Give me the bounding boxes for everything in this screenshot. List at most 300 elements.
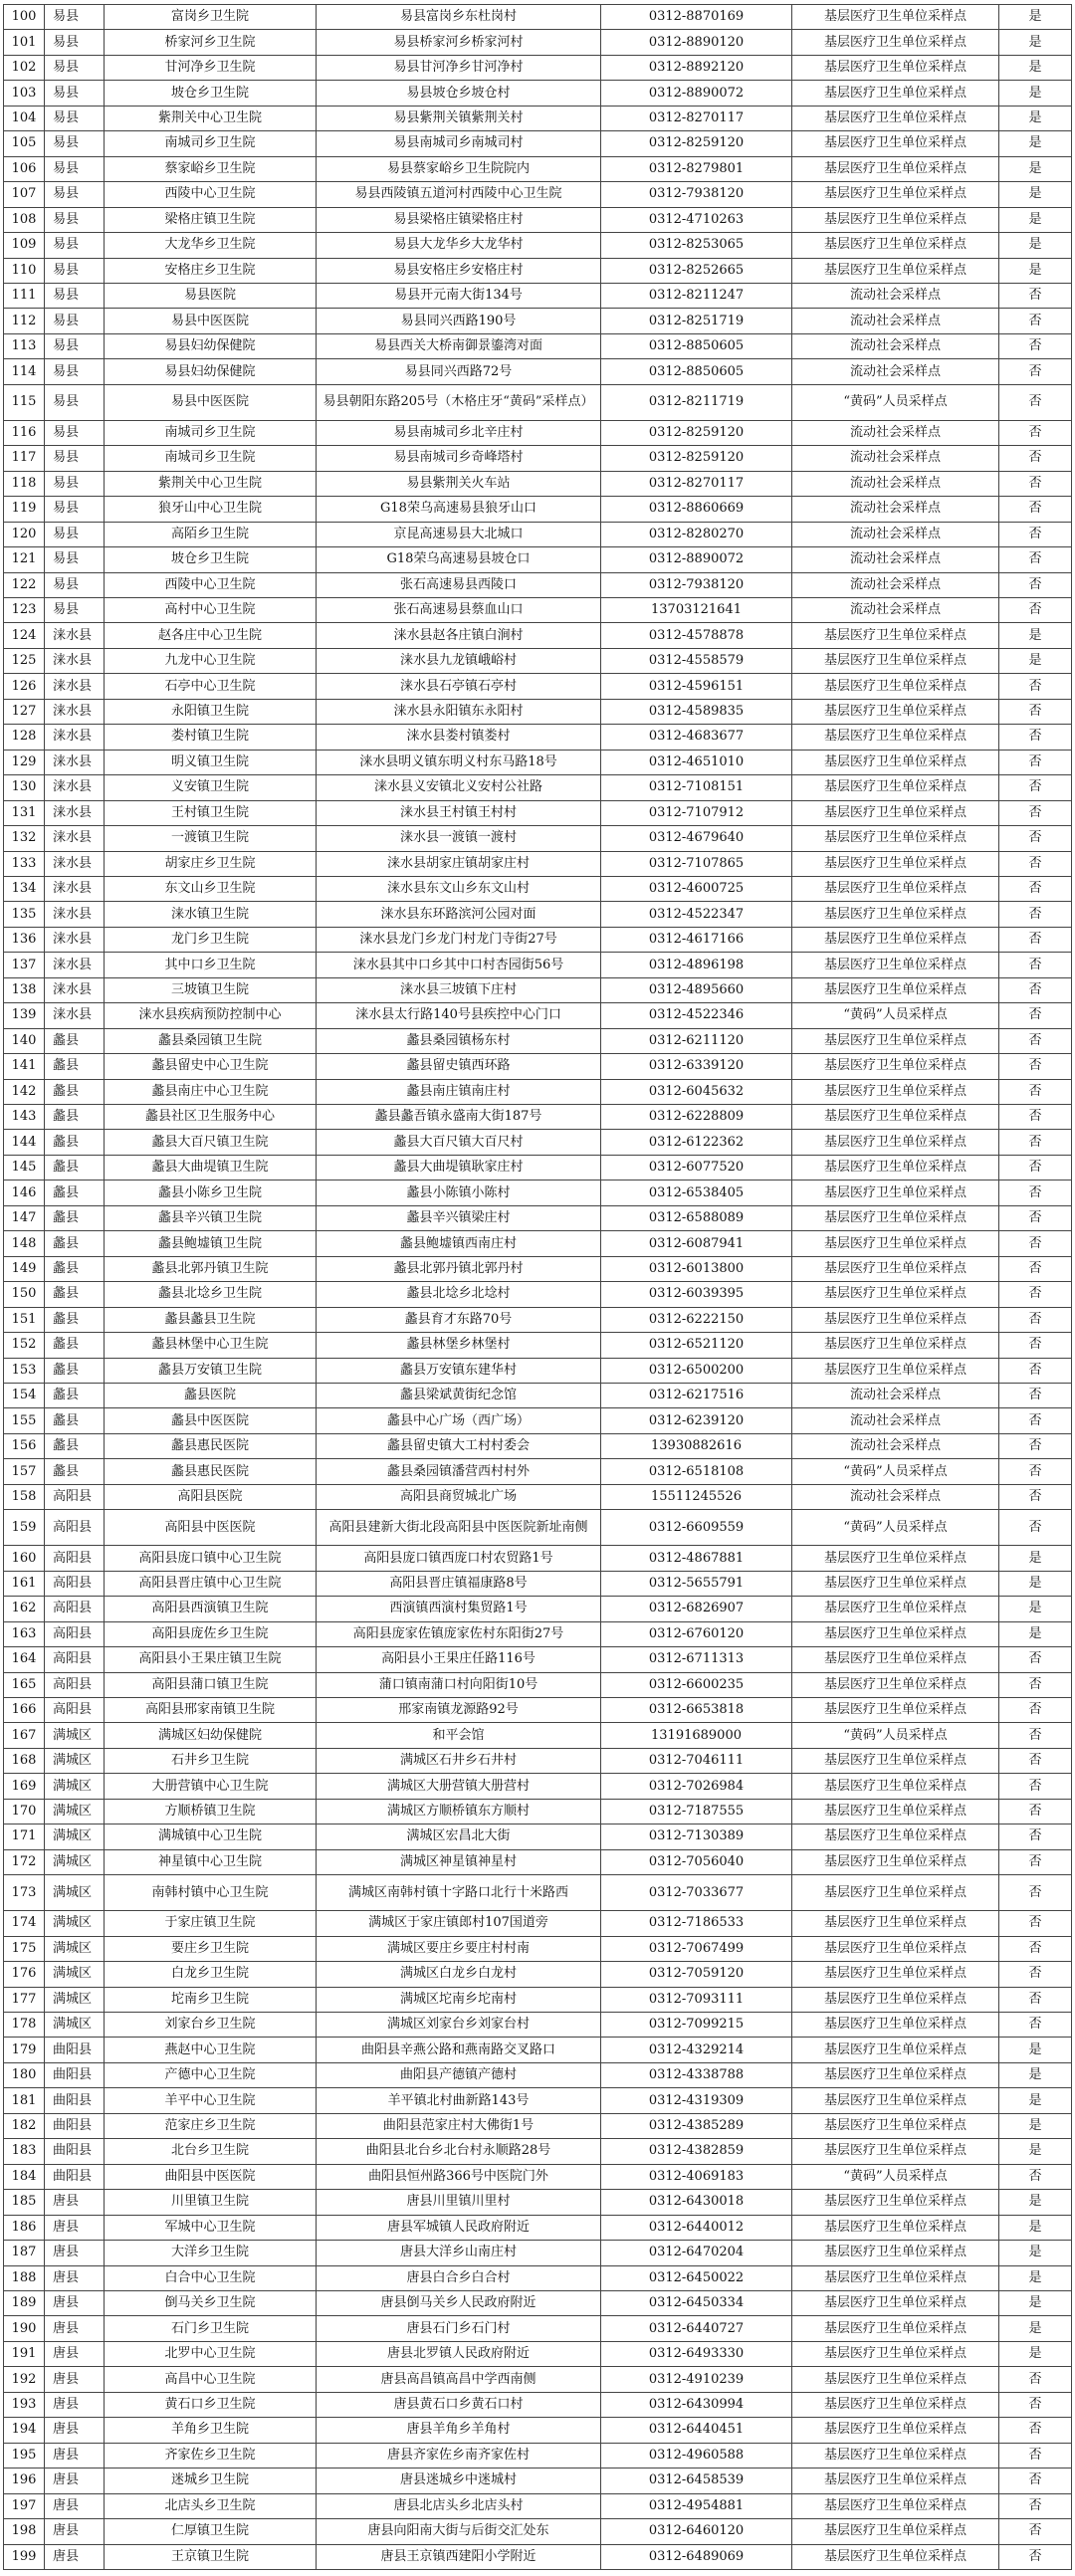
table-row xyxy=(4,2418,1072,2443)
institution-cell: 神星镇中心卫生院 xyxy=(105,1849,317,1874)
row-number-cell: 130 xyxy=(4,775,45,800)
is-designated-cell: 是 xyxy=(999,156,1072,181)
phone-cell: 0312-8850605 xyxy=(601,359,792,384)
phone-cell: 0312-7067499 xyxy=(601,1936,792,1961)
is-designated-cell: 否 xyxy=(999,2392,1072,2417)
is-designated-cell: 否 xyxy=(999,1825,1072,1849)
site-type-cell: 基层医疗卫生单位采样点 xyxy=(792,648,999,673)
row-number-cell: 179 xyxy=(4,2038,45,2062)
institution-cell: 九龙中心卫生院 xyxy=(105,648,317,673)
row-number-cell: 170 xyxy=(4,1799,45,1824)
row-number-cell: 135 xyxy=(4,902,45,927)
county-cell: 曲阳县 xyxy=(45,2164,105,2189)
site-address-cell: 唐县向阳南大街与后街交汇处东 xyxy=(317,2519,601,2544)
is-designated-cell: 否 xyxy=(999,283,1072,308)
institution-cell: 娄村镇卫生院 xyxy=(105,725,317,750)
phone-cell: 0312-6122362 xyxy=(601,1130,792,1155)
table-row xyxy=(4,1231,1072,1256)
county-cell: 高阳县 xyxy=(45,1484,105,1509)
institution-cell: 蠡县惠民医院 xyxy=(105,1433,317,1458)
institution-cell: 易县妇幼保健院 xyxy=(105,333,317,358)
is-designated-cell: 否 xyxy=(999,1723,1072,1748)
phone-cell: 0312-8259120 xyxy=(601,420,792,445)
table-row xyxy=(4,233,1072,258)
county-cell: 满城区 xyxy=(45,1875,105,1911)
phone-cell: 0312-8870169 xyxy=(601,5,792,30)
row-number-cell: 176 xyxy=(4,1962,45,1987)
institution-cell: 高昌中心卫生院 xyxy=(105,2367,317,2392)
phone-cell: 0312-7107865 xyxy=(601,851,792,876)
site-type-cell: 基层医疗卫生单位采样点 xyxy=(792,826,999,851)
row-number-cell: 141 xyxy=(4,1054,45,1079)
site-type-cell: 基层医疗卫生单位采样点 xyxy=(792,953,999,977)
county-cell: 涞水县 xyxy=(45,699,105,724)
site-type-cell: 基层医疗卫生单位采样点 xyxy=(792,1597,999,1621)
row-number-cell: 166 xyxy=(4,1698,45,1723)
site-address-cell: 高阳县庞家佐镇庞家佐村东阳街27号 xyxy=(317,1621,601,1646)
site-address-cell: 满城区石井乡石井村 xyxy=(317,1748,601,1773)
county-cell: 唐县 xyxy=(45,2367,105,2392)
site-type-cell: 基层医疗卫生单位采样点 xyxy=(792,2392,999,2417)
is-designated-cell: 是 xyxy=(999,2265,1072,2290)
site-address-cell: 满城区要庄乡要庄村村南 xyxy=(317,1936,601,1961)
institution-cell: 坡仓乡卫生院 xyxy=(105,81,317,106)
site-address-cell: 满城区于家庄镇郎村107国道旁 xyxy=(317,1911,601,1936)
table-row xyxy=(4,2316,1072,2341)
county-cell: 满城区 xyxy=(45,1936,105,1961)
phone-cell: 0312-8279801 xyxy=(601,156,792,181)
site-address-cell: 蠡县南庄镇南庄村 xyxy=(317,1079,601,1104)
institution-cell: 梁格庄镇卫生院 xyxy=(105,207,317,232)
table-row xyxy=(4,775,1072,800)
county-cell: 唐县 xyxy=(45,2493,105,2518)
row-number-cell: 121 xyxy=(4,547,45,572)
is-designated-cell: 否 xyxy=(999,927,1072,952)
county-cell: 易县 xyxy=(45,283,105,308)
is-designated-cell: 是 xyxy=(999,5,1072,30)
site-type-cell: 基层医疗卫生单位采样点 xyxy=(792,1079,999,1104)
row-number-cell: 160 xyxy=(4,1546,45,1571)
institution-cell: 大册营镇中心卫生院 xyxy=(105,1774,317,1799)
row-number-cell: 172 xyxy=(4,1849,45,1874)
phone-cell: 0312-6430994 xyxy=(601,2392,792,2417)
row-number-cell: 197 xyxy=(4,2493,45,2518)
phone-cell: 0312-5655791 xyxy=(601,1571,792,1596)
site-address-cell: 唐县高昌镇高昌中学西南侧 xyxy=(317,2367,601,2392)
site-type-cell: “黄码”人员采样点 xyxy=(792,1459,999,1484)
is-designated-cell: 是 xyxy=(999,1597,1072,1621)
table-row xyxy=(4,2190,1072,2215)
institution-cell: 涞水县疾病预防控制中心 xyxy=(105,1003,317,1028)
phone-cell: 0312-7093111 xyxy=(601,1987,792,2012)
site-address-cell: 满城区南韩村镇十字路口北行十米路西 xyxy=(317,1875,601,1911)
row-number-cell: 128 xyxy=(4,725,45,750)
table-row xyxy=(4,2443,1072,2468)
county-cell: 易县 xyxy=(45,81,105,106)
phone-cell: 0312-7187555 xyxy=(601,1799,792,1824)
row-number-cell: 186 xyxy=(4,2215,45,2240)
row-number-cell: 194 xyxy=(4,2418,45,2443)
site-address-cell: 易县南城司乡北辛庄村 xyxy=(317,420,601,445)
county-cell: 易县 xyxy=(45,309,105,333)
row-number-cell: 134 xyxy=(4,876,45,901)
institution-cell: 狼牙山中心卫生院 xyxy=(105,497,317,522)
phone-cell: 0312-4329214 xyxy=(601,2038,792,2062)
table-row xyxy=(4,750,1072,774)
row-number-cell: 146 xyxy=(4,1181,45,1205)
institution-cell: 涞水镇卫生院 xyxy=(105,902,317,927)
site-type-cell: 基层医疗卫生单位采样点 xyxy=(792,106,999,130)
site-address-cell: 涞水县明义镇东明义村东马路18号 xyxy=(317,750,601,774)
county-cell: 曲阳县 xyxy=(45,2113,105,2138)
is-designated-cell: 否 xyxy=(999,1105,1072,1130)
table-row xyxy=(4,1307,1072,1332)
county-cell: 高阳县 xyxy=(45,1597,105,1621)
county-cell: 唐县 xyxy=(45,2316,105,2341)
site-type-cell: 基层医疗卫生单位采样点 xyxy=(792,1849,999,1874)
county-cell: 蠡县 xyxy=(45,1384,105,1408)
row-number-cell: 101 xyxy=(4,30,45,55)
county-cell: 唐县 xyxy=(45,2241,105,2265)
county-cell: 易县 xyxy=(45,522,105,546)
is-designated-cell: 否 xyxy=(999,2493,1072,2518)
table-row xyxy=(4,1181,1072,1205)
site-type-cell: 流动社会采样点 xyxy=(792,471,999,496)
table-row xyxy=(4,2367,1072,2392)
county-cell: 高阳县 xyxy=(45,1647,105,1672)
site-type-cell: 基层医疗卫生单位采样点 xyxy=(792,2038,999,2062)
site-address-cell: G18荣乌高速易县坡仓口 xyxy=(317,547,601,572)
site-address-cell: 满城区坨南乡坨南村 xyxy=(317,1987,601,2012)
site-address-cell: 蠡县万安镇东建华村 xyxy=(317,1358,601,1383)
phone-cell: 0312-4558579 xyxy=(601,648,792,673)
site-address-cell: 易县甘河净乡甘河净村 xyxy=(317,55,601,80)
row-number-cell: 188 xyxy=(4,2265,45,2290)
county-cell: 涞水县 xyxy=(45,1003,105,1028)
is-designated-cell: 否 xyxy=(999,1231,1072,1256)
table-row xyxy=(4,207,1072,232)
institution-cell: 满城区妇幼保健院 xyxy=(105,1723,317,1748)
county-cell: 满城区 xyxy=(45,1825,105,1849)
institution-cell: 西陵中心卫生院 xyxy=(105,182,317,207)
phone-cell: 0312-6460120 xyxy=(601,2519,792,2544)
institution-cell: 石亭中心卫生院 xyxy=(105,674,317,699)
is-designated-cell: 否 xyxy=(999,902,1072,927)
site-type-cell: 基层医疗卫生单位采样点 xyxy=(792,2443,999,2468)
site-address-cell: 易县朝阳东路205号（木格庄牙“黄码”采样点） xyxy=(317,384,601,420)
row-number-cell: 155 xyxy=(4,1408,45,1433)
table-row xyxy=(4,1358,1072,1383)
county-cell: 蠡县 xyxy=(45,1307,105,1332)
institution-cell: 方顺桥镇卫生院 xyxy=(105,1799,317,1824)
phone-cell: 0312-4895660 xyxy=(601,977,792,1002)
site-address-cell: 蠡县大百尺镇大百尺村 xyxy=(317,1130,601,1155)
phone-cell: 0312-4578878 xyxy=(601,623,792,648)
phone-cell: 0312-4683677 xyxy=(601,725,792,750)
is-designated-cell: 否 xyxy=(999,2164,1072,2189)
phone-cell: 0312-6217516 xyxy=(601,1384,792,1408)
institution-cell: 蠡县林堡中心卫生院 xyxy=(105,1333,317,1358)
institution-cell: 蠡县惠民医院 xyxy=(105,1459,317,1484)
is-designated-cell: 否 xyxy=(999,572,1072,597)
is-designated-cell: 否 xyxy=(999,2012,1072,2037)
site-address-cell: 涞水县娄村镇娄村 xyxy=(317,725,601,750)
table-row xyxy=(4,384,1072,420)
is-designated-cell: 否 xyxy=(999,876,1072,901)
site-address-cell: 西演镇西演村集贸路1号 xyxy=(317,1597,601,1621)
county-cell: 满城区 xyxy=(45,1799,105,1824)
county-cell: 蠡县 xyxy=(45,1408,105,1433)
institution-cell: 石井乡卫生院 xyxy=(105,1748,317,1773)
county-cell: 唐县 xyxy=(45,2392,105,2417)
institution-cell: 王村镇卫生院 xyxy=(105,800,317,825)
site-type-cell: 基层医疗卫生单位采样点 xyxy=(792,156,999,181)
phone-cell: 13703121641 xyxy=(601,597,792,622)
row-number-cell: 139 xyxy=(4,1003,45,1028)
site-type-cell: 基层医疗卫生单位采样点 xyxy=(792,2493,999,2518)
county-cell: 易县 xyxy=(45,572,105,597)
phone-cell: 0312-7107912 xyxy=(601,800,792,825)
is-designated-cell: 是 xyxy=(999,2215,1072,2240)
site-address-cell: 涞水县东环路滨河公园对面 xyxy=(317,902,601,927)
institution-cell: 军城中心卫生院 xyxy=(105,2215,317,2240)
phone-cell: 0312-6458539 xyxy=(601,2469,792,2493)
row-number-cell: 124 xyxy=(4,623,45,648)
row-number-cell: 164 xyxy=(4,1647,45,1672)
site-type-cell: 基层医疗卫生单位采样点 xyxy=(792,1647,999,1672)
row-number-cell: 175 xyxy=(4,1936,45,1961)
institution-cell: 高陌乡卫生院 xyxy=(105,522,317,546)
institution-cell: 蠡县中医医院 xyxy=(105,1408,317,1433)
site-address-cell: 易县西关大桥南御景鎏湾对面 xyxy=(317,333,601,358)
institution-cell: 刘家台乡卫生院 xyxy=(105,2012,317,2037)
county-cell: 蠡县 xyxy=(45,1181,105,1205)
phone-cell: 0312-6521120 xyxy=(601,1333,792,1358)
site-type-cell: 基层医疗卫生单位采样点 xyxy=(792,2290,999,2315)
site-type-cell: 基层医疗卫生单位采样点 xyxy=(792,1621,999,1646)
row-number-cell: 154 xyxy=(4,1384,45,1408)
institution-cell: 义安镇卫生院 xyxy=(105,775,317,800)
is-designated-cell: 否 xyxy=(999,1484,1072,1509)
row-number-cell: 185 xyxy=(4,2190,45,2215)
is-designated-cell: 否 xyxy=(999,1987,1072,2012)
row-number-cell: 167 xyxy=(4,1723,45,1748)
is-designated-cell: 是 xyxy=(999,233,1072,258)
county-cell: 易县 xyxy=(45,131,105,156)
is-designated-cell: 否 xyxy=(999,725,1072,750)
row-number-cell: 131 xyxy=(4,800,45,825)
table-row xyxy=(4,131,1072,156)
site-type-cell: 流动社会采样点 xyxy=(792,1384,999,1408)
is-designated-cell: 是 xyxy=(999,648,1072,673)
phone-cell: 13930882616 xyxy=(601,1433,792,1458)
site-address-cell: 满城区宏昌北大街 xyxy=(317,1825,601,1849)
table-row xyxy=(4,2062,1072,2087)
county-cell: 蠡县 xyxy=(45,1079,105,1104)
table-row xyxy=(4,1510,1072,1546)
table-row xyxy=(4,725,1072,750)
row-number-cell: 110 xyxy=(4,258,45,283)
site-type-cell: 基层医疗卫生单位采样点 xyxy=(792,2519,999,2544)
institution-cell: 蠡县留史中心卫生院 xyxy=(105,1054,317,1079)
is-designated-cell: 否 xyxy=(999,1672,1072,1697)
table-row xyxy=(4,2493,1072,2518)
site-address-cell: 蠡县梁斌黄街纪念馆 xyxy=(317,1384,601,1408)
phone-cell: 0312-6013800 xyxy=(601,1256,792,1281)
row-number-cell: 117 xyxy=(4,446,45,471)
row-number-cell: 140 xyxy=(4,1028,45,1053)
site-type-cell: 基层医疗卫生单位采样点 xyxy=(792,1205,999,1230)
table-row xyxy=(4,977,1072,1002)
institution-cell: 紫荆关中心卫生院 xyxy=(105,471,317,496)
county-cell: 涞水县 xyxy=(45,623,105,648)
site-type-cell: “黄码”人员采样点 xyxy=(792,2164,999,2189)
is-designated-cell: 否 xyxy=(999,826,1072,851)
phone-cell: 0312-8892120 xyxy=(601,55,792,80)
site-address-cell: 涞水县胡家庄镇胡家庄村 xyxy=(317,851,601,876)
table-row xyxy=(4,1774,1072,1799)
table-row xyxy=(4,572,1072,597)
is-designated-cell: 否 xyxy=(999,1028,1072,1053)
row-number-cell: 181 xyxy=(4,2088,45,2113)
is-designated-cell: 否 xyxy=(999,1911,1072,1936)
site-type-cell: 基层医疗卫生单位采样点 xyxy=(792,2418,999,2443)
site-address-cell: 曲阳县恒州路366号中医院门外 xyxy=(317,2164,601,2189)
site-type-cell: 基层医疗卫生单位采样点 xyxy=(792,927,999,952)
table-row xyxy=(4,1723,1072,1748)
county-cell: 满城区 xyxy=(45,1723,105,1748)
site-type-cell: “黄码”人员采样点 xyxy=(792,1723,999,1748)
county-cell: 易县 xyxy=(45,597,105,622)
table-row xyxy=(4,2392,1072,2417)
phone-cell: 0312-4867881 xyxy=(601,1546,792,1571)
table-row xyxy=(4,699,1072,724)
is-designated-cell: 否 xyxy=(999,1155,1072,1180)
county-cell: 唐县 xyxy=(45,2341,105,2366)
site-type-cell: 基层医疗卫生单位采样点 xyxy=(792,207,999,232)
table-row xyxy=(4,876,1072,901)
is-designated-cell: 是 xyxy=(999,1571,1072,1596)
phone-cell: 0312-6440451 xyxy=(601,2418,792,2443)
county-cell: 唐县 xyxy=(45,2469,105,2493)
site-address-cell: 易县梁格庄镇梁格庄村 xyxy=(317,207,601,232)
table-row xyxy=(4,1825,1072,1849)
site-address-cell: 涞水县石亭镇石亭村 xyxy=(317,674,601,699)
site-type-cell: 基层医疗卫生单位采样点 xyxy=(792,1875,999,1911)
table-row xyxy=(4,5,1072,30)
site-type-cell: 基层医疗卫生单位采样点 xyxy=(792,1282,999,1307)
phone-cell: 0312-4954881 xyxy=(601,2493,792,2518)
institution-cell: 高阳县医院 xyxy=(105,1484,317,1509)
site-type-cell: 基层医疗卫生单位采样点 xyxy=(792,2190,999,2215)
phone-cell: 0312-6087941 xyxy=(601,1231,792,1256)
institution-cell: 蠡县小陈乡卫生院 xyxy=(105,1181,317,1205)
phone-cell: 0312-6470204 xyxy=(601,2241,792,2265)
table-row xyxy=(4,1621,1072,1646)
site-type-cell: 基层医疗卫生单位采样点 xyxy=(792,1825,999,1849)
site-type-cell: 基层医疗卫生单位采样点 xyxy=(792,674,999,699)
is-designated-cell: 否 xyxy=(999,420,1072,445)
table-row xyxy=(4,800,1072,825)
county-cell: 满城区 xyxy=(45,1774,105,1799)
institution-cell: 富岗乡卫生院 xyxy=(105,5,317,30)
table-row xyxy=(4,497,1072,522)
county-cell: 唐县 xyxy=(45,2519,105,2544)
site-type-cell: 基层医疗卫生单位采样点 xyxy=(792,1748,999,1773)
row-number-cell: 193 xyxy=(4,2392,45,2417)
county-cell: 曲阳县 xyxy=(45,2088,105,2113)
phone-cell: 0312-6222150 xyxy=(601,1307,792,1332)
is-designated-cell: 否 xyxy=(999,1849,1072,1874)
row-number-cell: 163 xyxy=(4,1621,45,1646)
county-cell: 易县 xyxy=(45,471,105,496)
site-address-cell: 唐县羊角乡羊角村 xyxy=(317,2418,601,2443)
phone-cell: 0312-6430018 xyxy=(601,2190,792,2215)
site-type-cell: 基层医疗卫生单位采样点 xyxy=(792,800,999,825)
county-cell: 唐县 xyxy=(45,2544,105,2569)
site-address-cell: 涞水县王村镇王村村 xyxy=(317,800,601,825)
site-type-cell: 基层医疗卫生单位采样点 xyxy=(792,1358,999,1383)
phone-cell: 0312-6711313 xyxy=(601,1647,792,1672)
phone-cell: 0312-6538405 xyxy=(601,1181,792,1205)
table-row xyxy=(4,2241,1072,2265)
institution-cell: 其中口乡卫生院 xyxy=(105,953,317,977)
institution-cell: 高阳县庞佐乡卫生院 xyxy=(105,1621,317,1646)
site-address-cell: 蠡县林堡乡林堡村 xyxy=(317,1333,601,1358)
table-row xyxy=(4,1484,1072,1509)
phone-cell: 0312-4710263 xyxy=(601,207,792,232)
phone-cell: 0312-6609559 xyxy=(601,1510,792,1546)
site-type-cell: 基层医疗卫生单位采样点 xyxy=(792,131,999,156)
row-number-cell: 157 xyxy=(4,1459,45,1484)
table-row xyxy=(4,2164,1072,2189)
county-cell: 涞水县 xyxy=(45,876,105,901)
site-type-cell: 流动社会采样点 xyxy=(792,1433,999,1458)
is-designated-cell: 是 xyxy=(999,1621,1072,1646)
is-designated-cell: 是 xyxy=(999,2139,1072,2164)
table-row xyxy=(4,674,1072,699)
row-number-cell: 162 xyxy=(4,1597,45,1621)
table-row xyxy=(4,2038,1072,2062)
site-address-cell: 易县大龙华乡大龙华村 xyxy=(317,233,601,258)
institution-cell: 蠡县南庄中心卫生院 xyxy=(105,1079,317,1104)
phone-cell: 0312-4589835 xyxy=(601,699,792,724)
is-designated-cell: 否 xyxy=(999,2418,1072,2443)
site-address-cell: 京昆高速易县大北城口 xyxy=(317,522,601,546)
table-row xyxy=(4,597,1072,622)
is-designated-cell: 是 xyxy=(999,2341,1072,2366)
site-address-cell: 满城区白龙乡白龙村 xyxy=(317,1962,601,1987)
site-type-cell: 流动社会采样点 xyxy=(792,1484,999,1509)
site-type-cell: 基层医疗卫生单位采样点 xyxy=(792,81,999,106)
is-designated-cell: 否 xyxy=(999,1256,1072,1281)
is-designated-cell: 是 xyxy=(999,2290,1072,2315)
table-row xyxy=(4,1849,1072,1874)
phone-cell: 0312-7108151 xyxy=(601,775,792,800)
row-number-cell: 147 xyxy=(4,1205,45,1230)
phone-cell: 0312-6228809 xyxy=(601,1105,792,1130)
site-type-cell: 基层医疗卫生单位采样点 xyxy=(792,876,999,901)
county-cell: 高阳县 xyxy=(45,1510,105,1546)
county-cell: 易县 xyxy=(45,497,105,522)
county-cell: 高阳县 xyxy=(45,1672,105,1697)
site-type-cell: 流动社会采样点 xyxy=(792,597,999,622)
phone-cell: 0312-7186533 xyxy=(601,1911,792,1936)
institution-cell: 蠡县桑园镇卫生院 xyxy=(105,1028,317,1053)
county-cell: 易县 xyxy=(45,258,105,283)
table-row xyxy=(4,2215,1072,2240)
table-row xyxy=(4,2290,1072,2315)
